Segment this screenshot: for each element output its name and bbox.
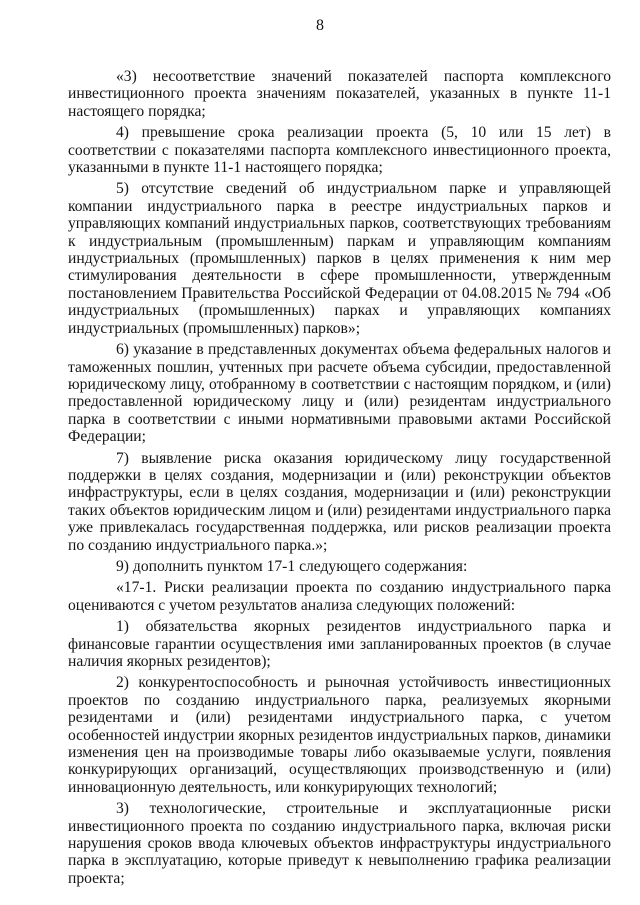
paragraph-amendment-9: 9) дополнить пунктом 17-1 следующего содержания: xyxy=(116,557,468,575)
paragraph-risk-2: 2) конкурентоспособность и рыночная устойчивость инвестиционных проектов по созданию индустриального парка, реализуемых якорными резидентами и (или) резидентами индустриального парка, с учетом особенностей индустрии якорных резидентов индустриальных парков, динамики изменения цен на производимые товары либо оказываемые услуги, появления конкурирующих организаций, осуществляющих производственную и (или) инновационную деятельность, или конкурирующих технологий; xyxy=(68,674,611,796)
paragraph-risk-3: 3) технологические, строительные и эксплуатационные риски инвестиционного проекта по созданию индустриального парка, включая риски нарушения сроков ввода ключевых объектов инфраструктуры индустриального парка в эксплуатацию, которые приведут к невыполнению графика реализации проекта; xyxy=(68,800,611,887)
document-body xyxy=(68,68,611,891)
paragraph-clause-17-1: «17-1. Риски реализации проекта по созданию индустриального парка оцениваются с учетом результатов анализа следующих положений: xyxy=(68,579,611,614)
paragraph-item-6: 6) указание в представленных документах объема федеральных налогов и таможенных пошлин, учтенных при расчете объема субсидии, предоставленной юридическому лицу, отобранному в соответствии с настоящим порядком, и (или) предоставленной юридическому лицу и (или) резидентам индустриального парка в соответствии с иными нормативными правовыми актами Российской Федерации; xyxy=(68,341,611,446)
paragraph-item-7: 7) выявление риска оказания юридическому лицу государственной поддержки в целях создания, модернизации и (или) реконструкции объектов инфраструктуры, если в целях создания, модернизации и (или) реконструкции таких объектов юридическим лицом и (или) резидентами индустриального парка уже привлекалась государственная поддержка, или рисков реализации проекта по созданию индустриального парка.»; xyxy=(68,449,611,554)
page-number: 8 xyxy=(316,17,324,34)
paragraph-item-3: «3) несоответствие значений показателей паспорта комплексного инвестиционного проекта значениям показателей, указанных в пункте 11-1 настоящего порядка; xyxy=(68,68,611,120)
paragraph-item-5: 5) отсутствие сведений об индустриальном парке и управляющей компании индустриального парка в реестре индустриальных парков и управляющих компаний индустриальных парков, соответствующих требованиям к индустриальным (промышленным) паркам и управляющим компаниям индустриальных (промышленных) парков в целях применения к ним мер стимулирования деятельности в сфере промышленности, утвержденным постановлением Правительства Российской Федерации от 04.08.2015 № 794 «Об индустриальных (промышленных) парках и управляющих компаниях индустриальных (промышленных) парков»; xyxy=(68,180,611,337)
paragraph-risk-1: 1) обязательства якорных резидентов индустриального парка и финансовые гарантии осуществления ими запланированных проектов (в случае наличия якорных резидентов); xyxy=(68,618,611,670)
paragraph-item-4: 4) превышение срока реализации проекта (5, 10 или 15 лет) в соответствии с показателями паспорта комплексного инвестиционного проекта, указанными в пункте 11-1 настоящего порядка; xyxy=(68,124,611,177)
